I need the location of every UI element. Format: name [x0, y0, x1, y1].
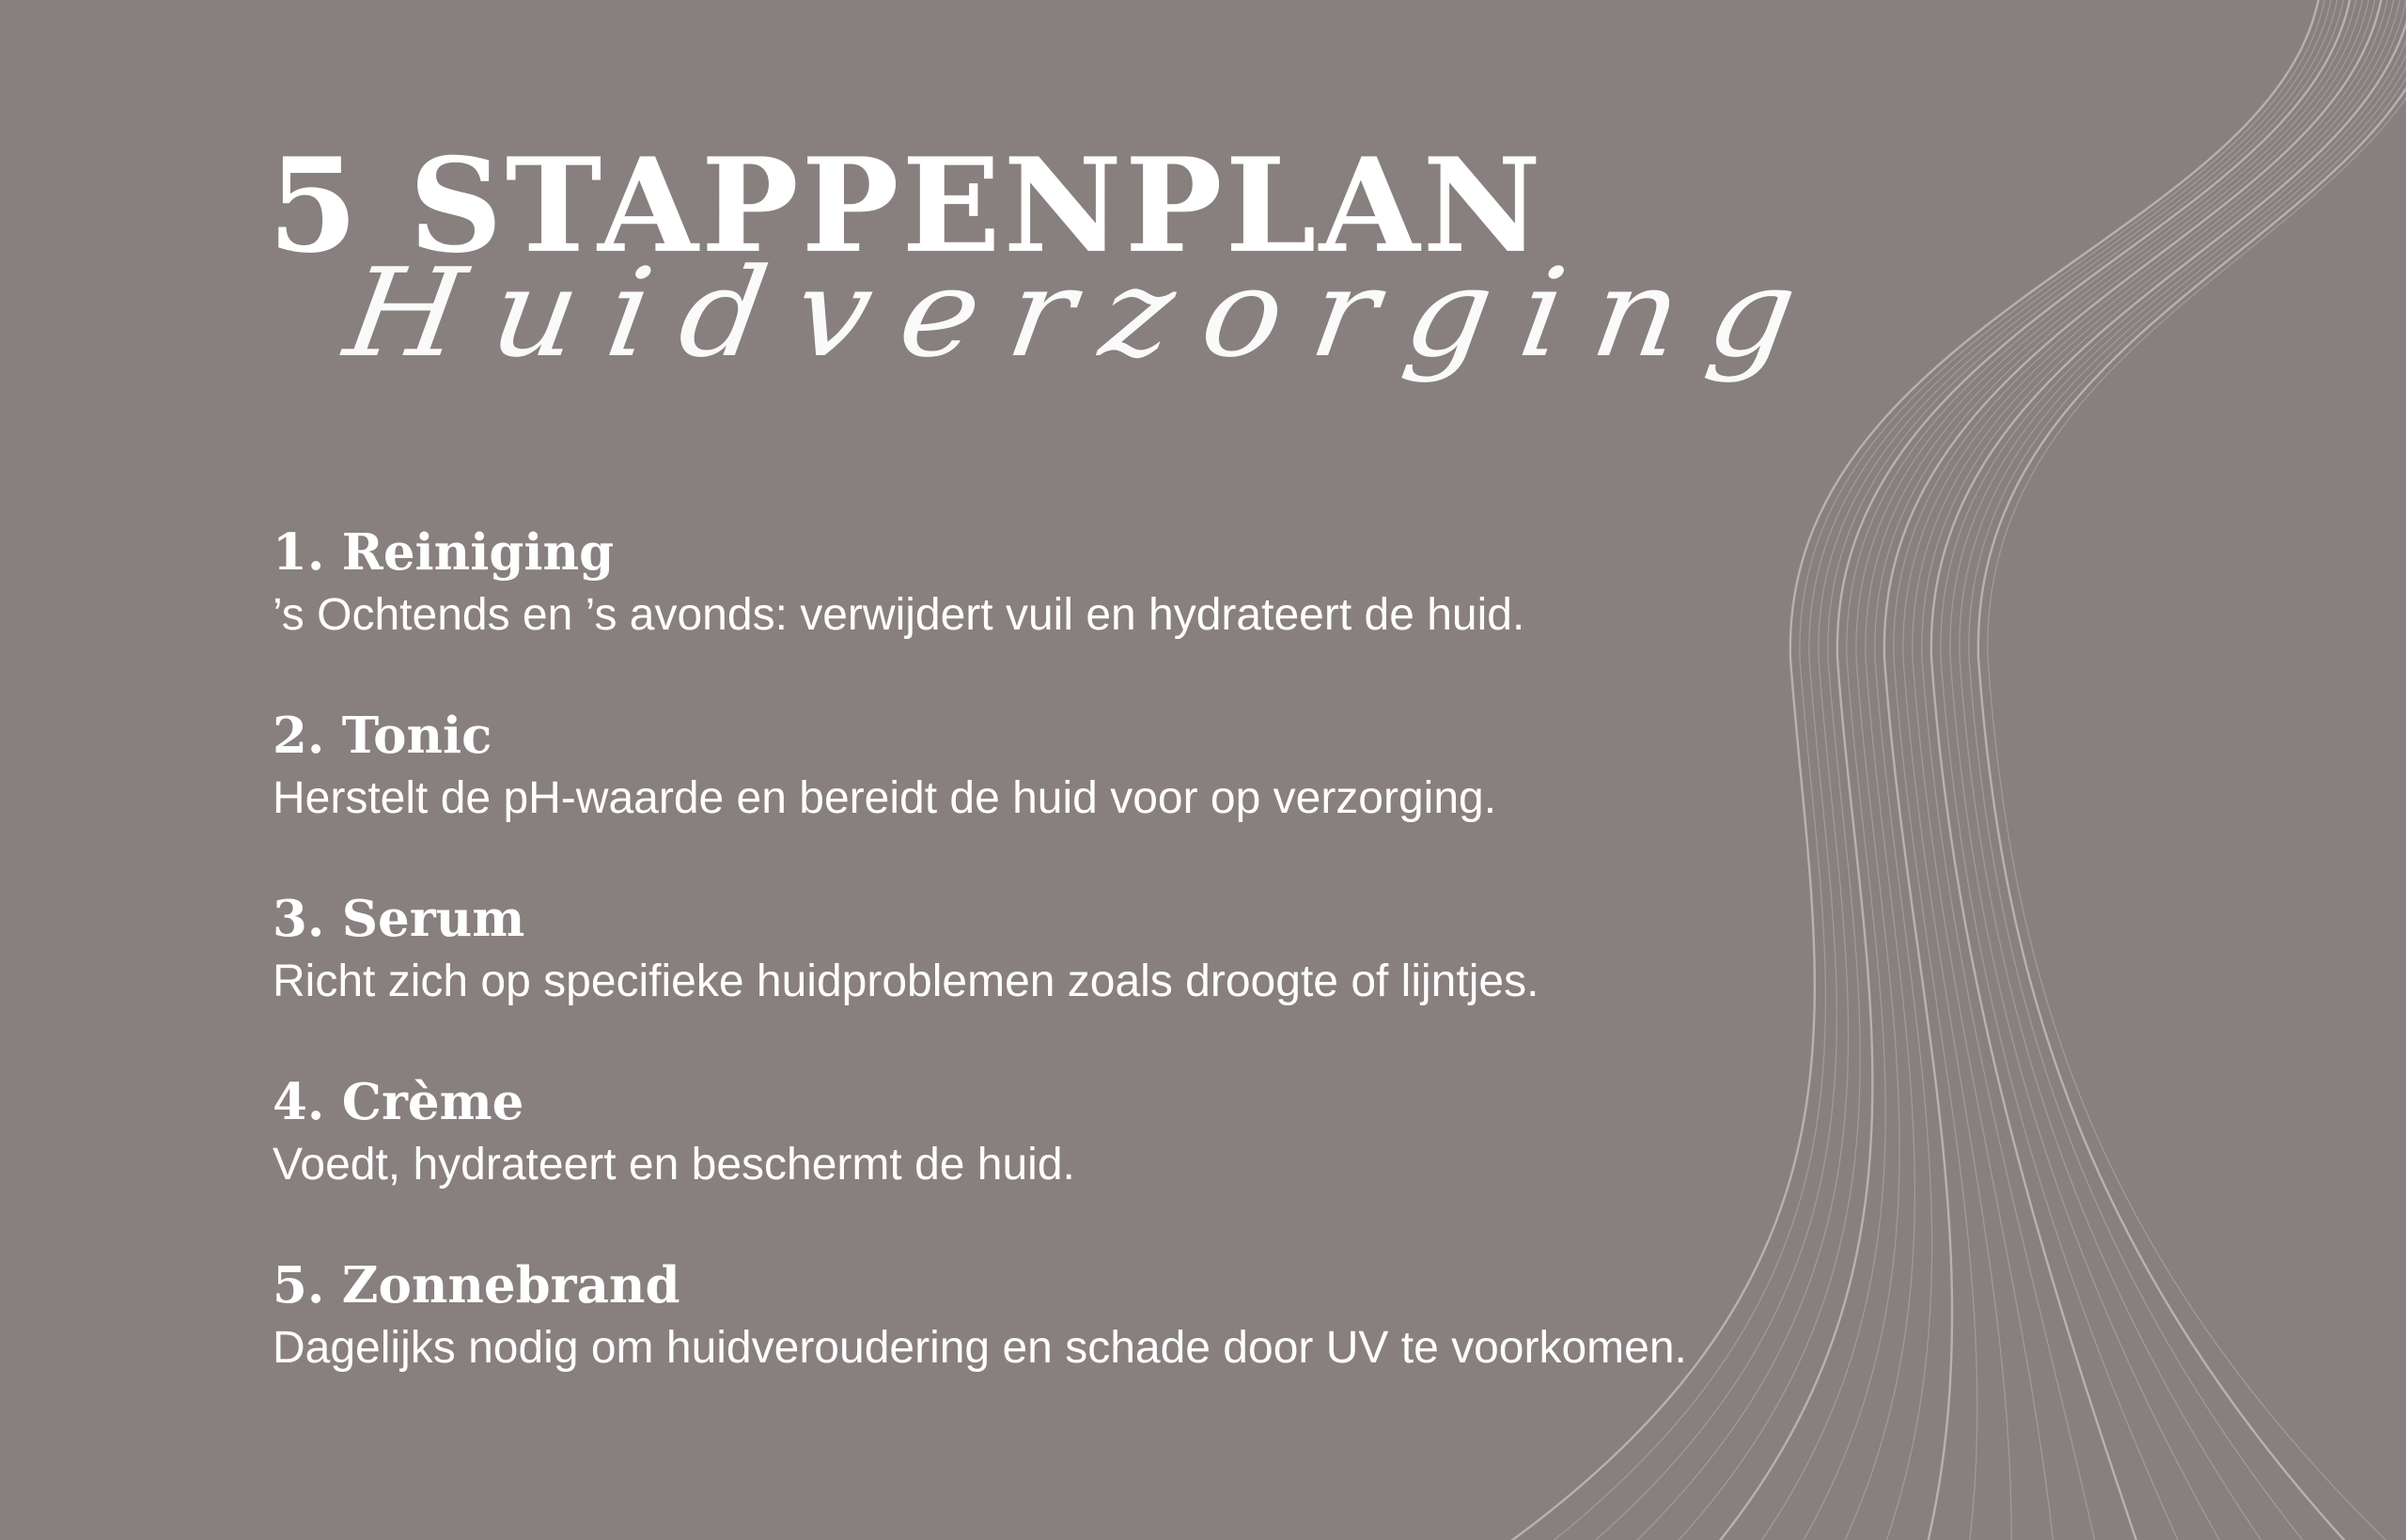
step-description: Richt zich op specifieke huidproblemen zoals droogte of lijntjes. [273, 957, 1539, 1006]
step-title: 5. Zonnebrand [273, 1256, 680, 1314]
step-item [273, 520, 1870, 703]
wave-line [1913, 0, 2403, 1540]
steps-list [273, 520, 1870, 1436]
wave-line [1922, 0, 2406, 1540]
step-title: 4. Crème [273, 1073, 524, 1131]
step-description: ’s Ochtends en ’s avonds: verwijdert vuil en hydrateert de huid. [273, 590, 1525, 640]
wave-line [1894, 0, 2390, 1540]
step-title: 3. Serum [273, 890, 525, 948]
step-item [273, 1252, 1870, 1436]
step-description: Herstelt de pH-waarde en bereidt de huid voor op verzorging. [273, 773, 1497, 823]
script-subtitle: Huidverzorging [336, 241, 1836, 384]
page-title: 5 STAPPENPLAN [268, 129, 1544, 282]
step-title: 1. Reiniging [273, 523, 615, 582]
wave-line [1792, 0, 2366, 1540]
wave-line [1903, 0, 2397, 1540]
step-item [273, 886, 1870, 1069]
step-item [273, 1069, 1870, 1252]
step-title: 2. Tonic [273, 707, 492, 765]
step-description: Dagelijks nodig om huidveroudering en schade door UV te voorkomen. [273, 1323, 1687, 1373]
wave-line [1969, 0, 2406, 1540]
step-description: Voedt, hydrateert en beschermt de huid. [273, 1140, 1075, 1190]
wave-line [1941, 0, 2406, 1540]
wave-line [1950, 0, 2406, 1540]
step-item [273, 703, 1870, 886]
wave-line [1884, 0, 2384, 1540]
wave-line [1836, 0, 2371, 1540]
